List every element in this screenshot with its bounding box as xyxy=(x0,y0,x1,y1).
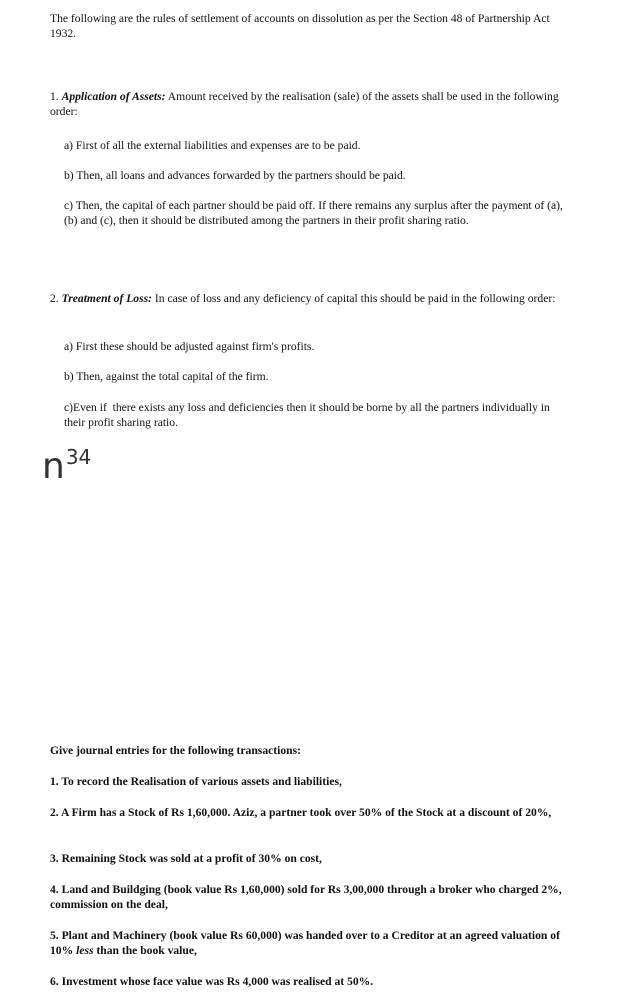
section-1-number: 1. xyxy=(50,90,59,103)
question-4: 4. Land and Buildging (book value Rs 1,60,000) sold for Rs 3,00,000 through a broker who charged 2%, commission on the deal, xyxy=(50,883,562,911)
section-2-item-a: a) First these should be adjusted against firm's profits. xyxy=(64,340,315,353)
section-1-title: Application of Assets: xyxy=(61,90,166,103)
section-1-item-a: a) First of all the external liabilities and expenses are to be paid. xyxy=(64,139,361,152)
question-3: 3. Remaining Stock was sold at a profit of 30% on cost, xyxy=(50,852,322,865)
questions-heading: Give journal entries for the following transactions: xyxy=(50,744,301,757)
intro-paragraph: The following are the rules of settlement of accounts on dissolution as per the Section 48 of Partnership Act 1932. xyxy=(50,12,550,40)
question-5-text-after: than the book value, xyxy=(96,944,197,957)
section-1-item-c: c) Then, the capital of each partner should be paid off. If there remains any surplus after the payment of (a), (b) and (c), then it should be distributed among the partners in their profit sharing ratio. xyxy=(64,199,563,227)
section-1-heading xyxy=(50,89,570,119)
question-2: 2. A Firm has a Stock of Rs 1,60,000. Aziz, a partner took over 50% of the Stock at a discount of 20%, xyxy=(50,806,552,819)
section-2-text: In case of loss and any deficiency of capital this should be paid in the following order: xyxy=(154,292,556,305)
section-2-heading xyxy=(50,291,570,306)
question-1: 1. To record the Realisation of various assets and liabilities, xyxy=(50,775,342,788)
section-1-item-b: b) Then, all loans and advances forwarded by the partners should be paid. xyxy=(64,169,406,182)
section-2-number: 2. xyxy=(50,292,59,305)
section-1-text: Amount received by the realisation (sale) of the assets shall be used in the following order: xyxy=(50,90,559,118)
marker-base: n xyxy=(42,446,65,487)
section-2-title: Treatment of Loss: xyxy=(61,292,152,305)
section-2-item-b: b) Then, against the total capital of the firm. xyxy=(64,370,269,383)
question-5 xyxy=(50,928,570,958)
question-5-emphasis: less xyxy=(76,944,94,957)
section-2-item-c: c)Even if there exists any loss and deficiencies then it should be borne by all the partners individually in their profit sharing ratio. xyxy=(64,401,553,429)
question-6: 6. Investment whose face value was Rs 4,000 was realised at 50%. xyxy=(50,975,374,988)
marker-superscript: 34 xyxy=(65,445,92,469)
question-5-text-before: 5. Plant and Machinery (book value Rs 60,000) was handed over to a Creditor at an agreed valuation of 10% xyxy=(50,929,560,957)
handwritten-page-marker xyxy=(42,447,91,485)
